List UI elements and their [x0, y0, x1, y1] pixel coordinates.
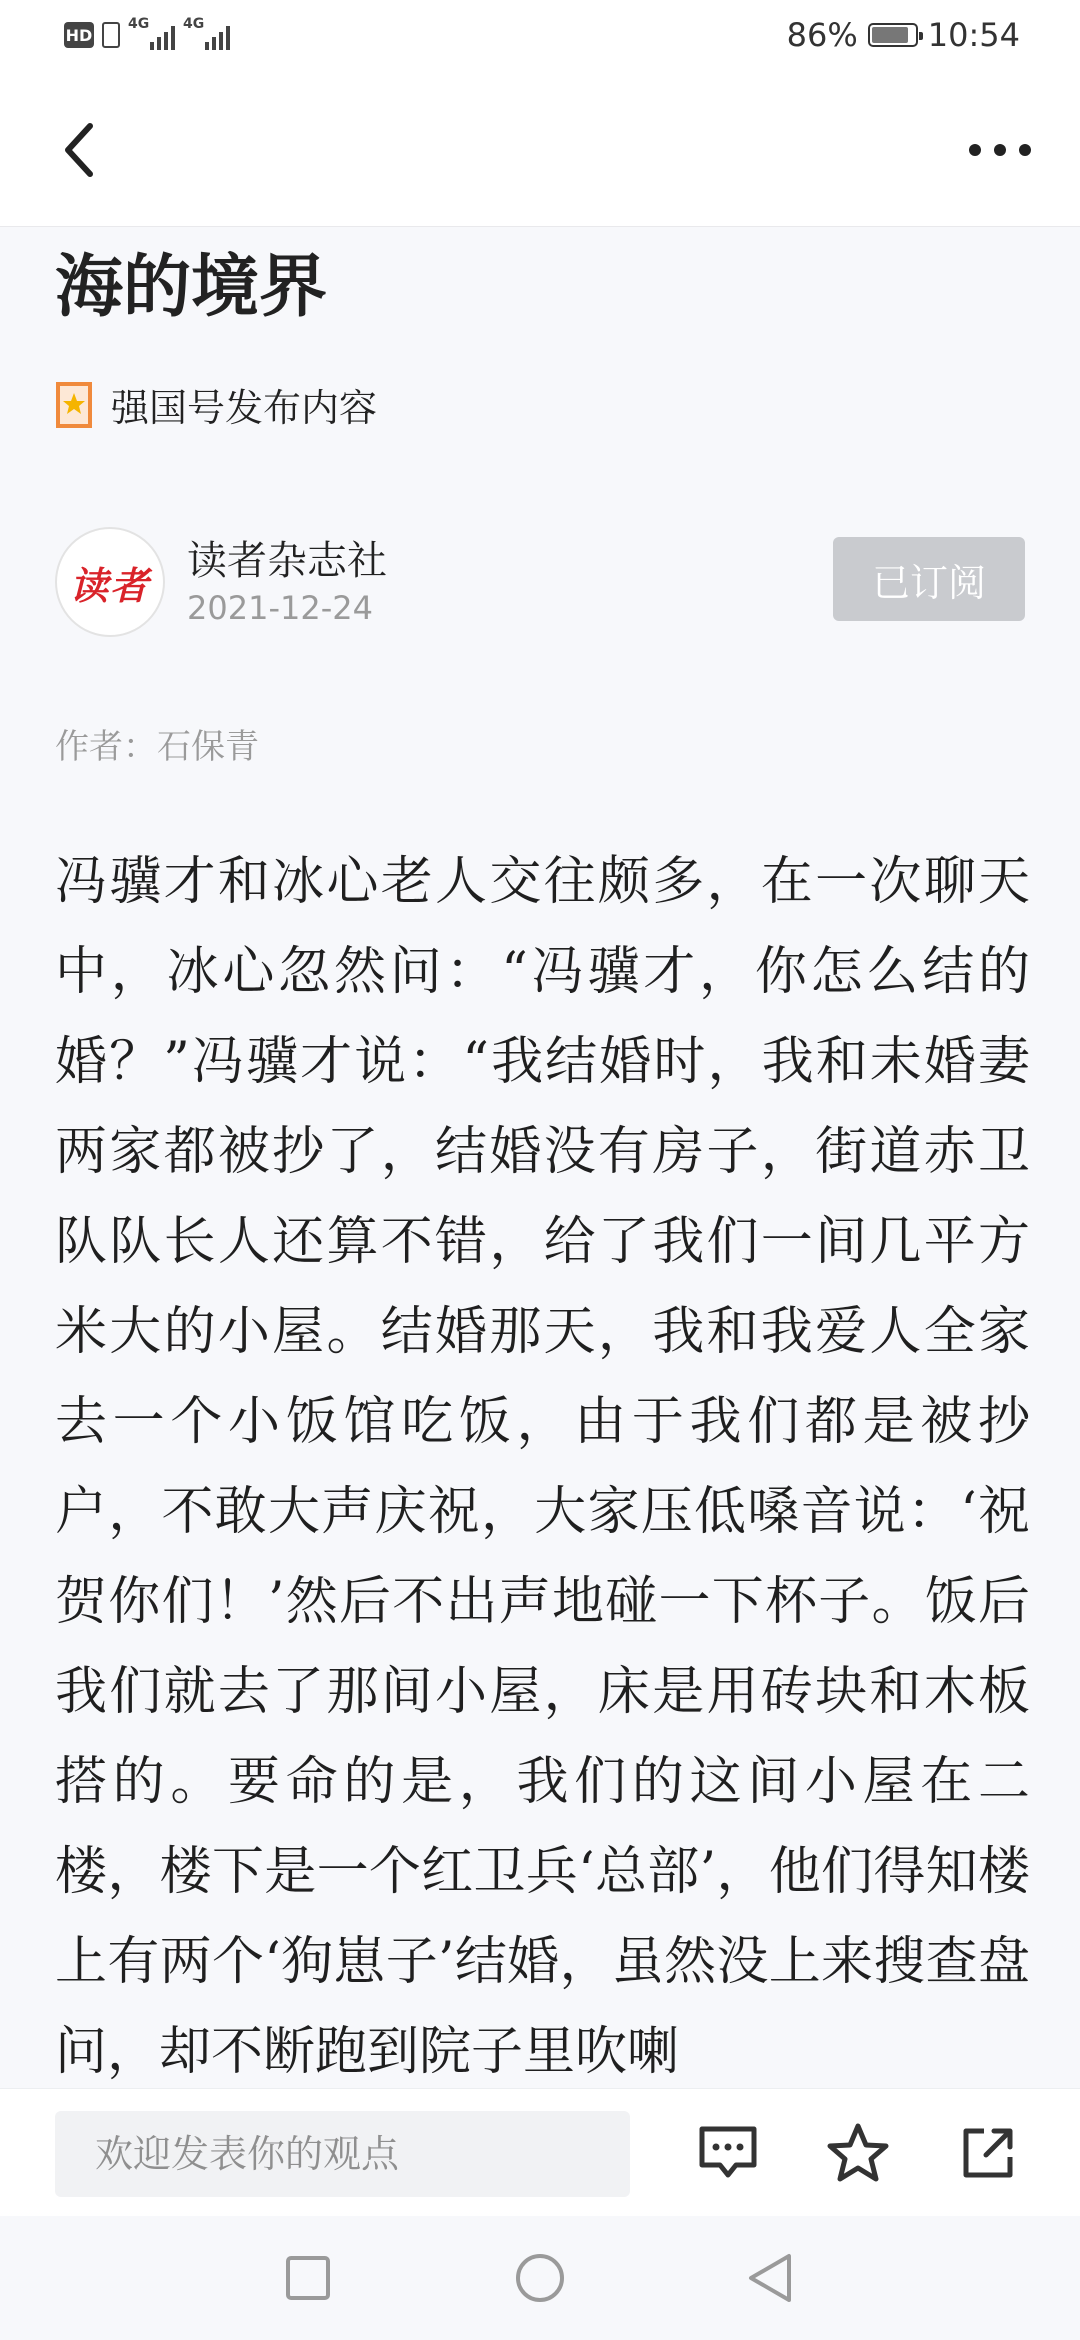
article-content [0, 227, 1080, 2087]
article-title: 海的境界 [55, 247, 328, 327]
publisher-row [55, 527, 1025, 637]
home-button[interactable] [500, 2238, 580, 2318]
share-icon [958, 2123, 1018, 2183]
subscribe-button[interactable]: 已订阅 [833, 537, 1025, 621]
back-button[interactable] [40, 110, 120, 190]
publish-tag [55, 377, 377, 432]
recent-apps-button[interactable] [268, 2238, 348, 2318]
signal-strength-icon-2 [183, 16, 230, 50]
battery-fill [872, 27, 908, 43]
publisher-avatar-logo: 读者 [69, 562, 150, 608]
triangle-back-icon [745, 2252, 795, 2304]
clock-time: 10:54 [927, 16, 1020, 54]
network-type-label: 4G [128, 16, 150, 32]
comment-icon [696, 2123, 760, 2183]
publisher-avatar[interactable] [55, 527, 165, 637]
status-right [787, 16, 1020, 54]
battery-percent: 86% [786, 16, 858, 54]
top-nav [0, 80, 1080, 227]
status-left [64, 16, 230, 50]
bottom-action-bar [0, 2088, 1080, 2217]
comment-button[interactable] [688, 2113, 768, 2193]
author-line: 作者：石保青 [55, 727, 259, 767]
system-nav-bar [0, 2216, 1080, 2340]
network-type-label-2: 4G [183, 16, 205, 32]
sim-card-icon [102, 22, 120, 48]
star-badge-icon [55, 381, 93, 429]
system-back-button[interactable] [730, 2238, 810, 2318]
publish-date: 2021-12-24 [187, 589, 373, 627]
comment-input[interactable] [55, 2111, 630, 2197]
signal-strength-icon [128, 16, 175, 50]
circle-icon [514, 2252, 566, 2304]
article-body: 冯骥才和冰心老人交往颇多，在一次聊天中，冰心忽然问：“冯骥才，你怎么结的婚？”冯骥才说：“我结婚时，我和未婚妻两家都被抄了，结婚没有房子，街道赤卫队队长人还算不错，给了我们一间几平方米大的小屋。结婚那天，我和我爱人全家去一个小饭馆吃饭，由于我们都是被抄户，不敢大声庆祝，大家压低嗓音说：‘祝贺你们！’然后不出声地碰一下杯子。饭后我们就去了那间小屋，床是用砖块和木板搭的。要命的是，我们的这间小屋在二楼，楼下是一个红卫兵‘总部’，他们得知楼上有两个‘狗崽子’结婚，虽然没上来搜查盘问，却不断跑到院子里吹喇 [55, 852, 1030, 2082]
more-horizontal-icon [965, 140, 1035, 160]
publish-tag-label: 强国号发布内容 [111, 386, 378, 430]
square-icon [284, 2254, 332, 2302]
publisher-name[interactable]: 读者杂志社 [187, 538, 387, 584]
share-button[interactable] [948, 2113, 1028, 2193]
hd-badge: HD [64, 22, 94, 48]
favorite-button[interactable] [818, 2113, 898, 2193]
more-options-button[interactable] [950, 110, 1050, 190]
battery-icon [868, 23, 918, 47]
star-icon [825, 2121, 891, 2185]
chevron-left-icon [60, 120, 100, 180]
status-bar [0, 0, 1080, 80]
